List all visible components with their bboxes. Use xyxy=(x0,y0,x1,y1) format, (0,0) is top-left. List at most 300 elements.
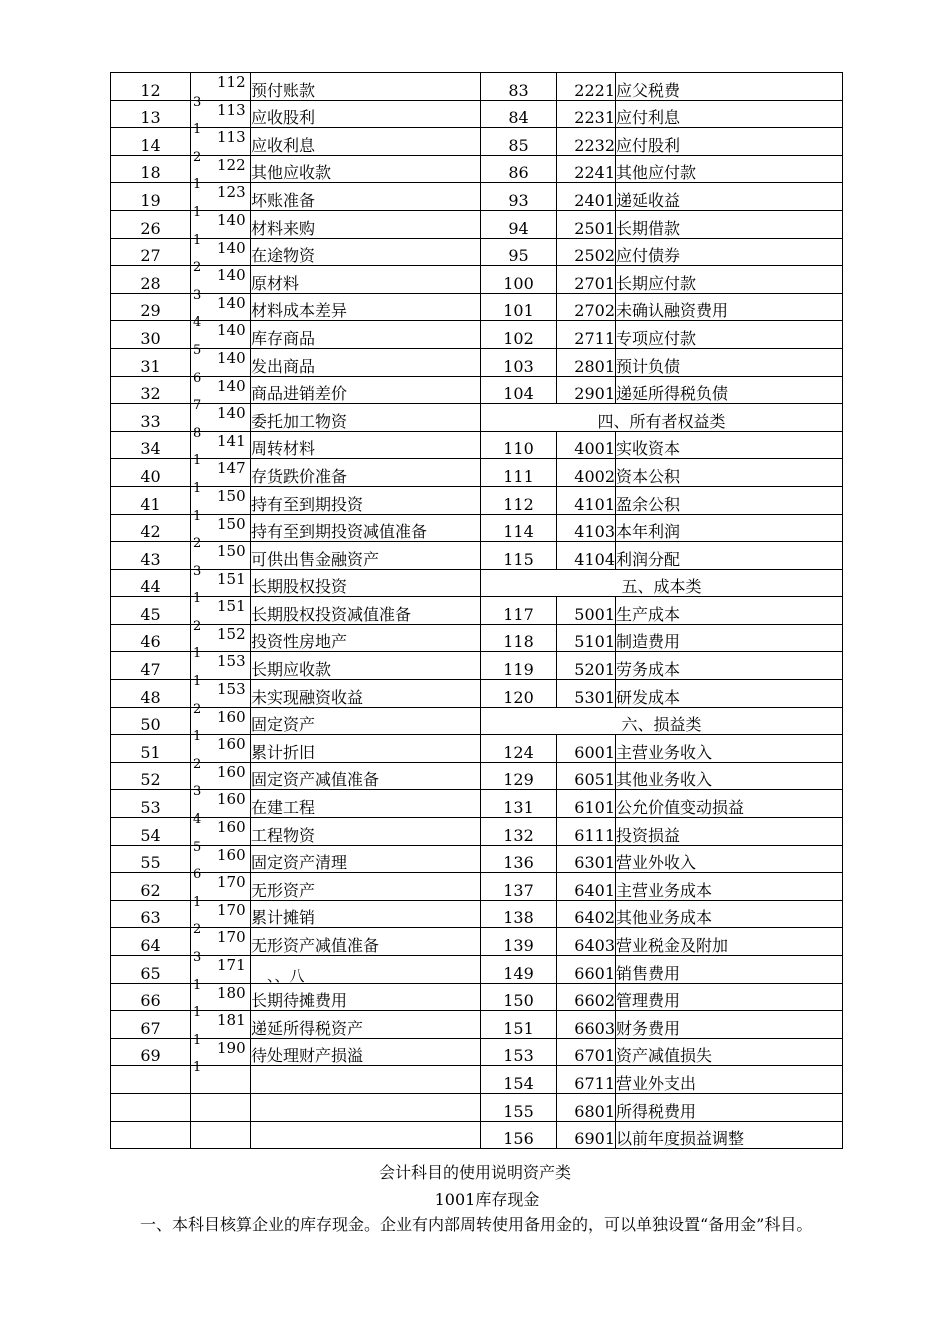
code-suffix: 1 xyxy=(193,894,202,910)
row-seq-cell-right: 153 xyxy=(481,1038,557,1066)
account-name-text: 周转材料 xyxy=(251,439,316,459)
row-seq-cell: 67 xyxy=(111,1011,191,1039)
row-seq-cell-right: 118 xyxy=(481,624,557,652)
row-code-cell-right: 2801 xyxy=(557,348,616,376)
row-account-name xyxy=(251,624,481,652)
row-account-name xyxy=(251,790,481,818)
row-seq-cell-right: 114 xyxy=(481,514,557,542)
code-suffix: 1 xyxy=(193,232,202,248)
code-suffix: 6 xyxy=(193,867,202,883)
row-code-cell-right: 6711 xyxy=(557,1066,616,1094)
row-seq-cell-right: 110 xyxy=(481,431,557,459)
code-suffix: 1 xyxy=(193,591,202,607)
row-account-name-right: 销售费用 xyxy=(616,956,843,984)
account-name-text: 无形资产减值准备 xyxy=(251,936,380,955)
account-name-text: 投资性房地产 xyxy=(251,632,348,652)
code-number: 150 xyxy=(217,542,246,561)
row-code-cell xyxy=(191,1093,251,1121)
code-suffix: 5 xyxy=(193,839,202,855)
row-seq-cell-right: 117 xyxy=(481,597,557,625)
row-account-name xyxy=(251,73,481,101)
row-seq-cell: 19 xyxy=(111,183,191,211)
row-seq-cell-right: 137 xyxy=(481,873,557,901)
row-code-cell xyxy=(191,486,251,524)
row-code-cell-right: 6901 xyxy=(557,1121,616,1149)
code-number: 190 xyxy=(217,1038,246,1057)
row-seq-cell-right: 149 xyxy=(481,956,557,984)
row-code-cell xyxy=(191,652,251,690)
row-account-name-right: 应付债券 xyxy=(616,238,843,266)
row-seq-cell-right: 156 xyxy=(481,1121,557,1149)
code-suffix: 4 xyxy=(193,812,202,828)
code-number: 150 xyxy=(217,514,246,533)
table-row xyxy=(111,680,843,708)
row-code-cell xyxy=(191,100,251,138)
row-account-name-right: 应父税费 xyxy=(616,73,843,101)
table-row xyxy=(111,1121,843,1149)
row-code-cell xyxy=(191,1066,251,1094)
row-code-cell-right: 2502 xyxy=(557,238,616,266)
row-seq-cell: 47 xyxy=(111,652,191,680)
account-name-text: 其他应收款 xyxy=(251,163,332,183)
row-account-name-right: 其他业务收入 xyxy=(616,762,843,790)
row-account-name-right: 应付股利 xyxy=(616,128,843,156)
row-code-cell xyxy=(191,210,251,248)
table-row xyxy=(111,597,843,625)
code-suffix: 2 xyxy=(193,536,202,552)
row-seq-cell: 34 xyxy=(111,431,191,459)
row-seq-cell: 53 xyxy=(111,790,191,818)
row-account-name xyxy=(251,597,481,625)
row-code-cell xyxy=(191,735,251,772)
row-account-name xyxy=(251,348,481,376)
row-seq-cell: 12 xyxy=(111,73,191,101)
table-row xyxy=(111,873,843,901)
row-code-cell-right: 6111 xyxy=(557,818,616,846)
code-number: 153 xyxy=(217,652,246,671)
code-suffix: 8 xyxy=(193,425,202,441)
code-suffix: 1 xyxy=(193,508,202,524)
row-code-cell-right: 4103 xyxy=(557,514,616,542)
row-account-name-right: 实收资本 xyxy=(616,431,843,459)
row-seq-cell: 42 xyxy=(111,514,191,542)
table-row xyxy=(111,321,843,349)
row-seq-cell: 63 xyxy=(111,900,191,928)
row-seq-cell-right: 136 xyxy=(481,845,557,873)
row-seq-cell: 55 xyxy=(111,845,191,873)
row-account-name xyxy=(251,762,481,790)
row-seq-cell-right: 112 xyxy=(481,486,557,514)
row-seq-cell-right: 138 xyxy=(481,900,557,928)
code-number: 153 xyxy=(217,680,246,699)
row-account-name-right: 投资损益 xyxy=(616,818,843,846)
accounts-table-body xyxy=(111,73,843,1149)
row-account-name-right: 长期借款 xyxy=(616,210,843,238)
code-number: 141 xyxy=(217,431,246,450)
row-seq-cell: 30 xyxy=(111,321,191,349)
row-account-name xyxy=(251,818,481,846)
row-account-name xyxy=(251,376,481,404)
code-number: 112 xyxy=(217,73,246,91)
row-seq-cell-right: 124 xyxy=(481,735,557,763)
code-suffix: 5 xyxy=(193,342,202,358)
row-code-cell-right: 2232 xyxy=(557,128,616,156)
row-seq-cell: 33 xyxy=(111,404,191,432)
table-row xyxy=(111,735,843,763)
row-seq-cell xyxy=(111,1066,191,1094)
row-seq-cell: 29 xyxy=(111,293,191,321)
row-code-cell-right: 6001 xyxy=(557,735,616,763)
row-seq-cell-right: 93 xyxy=(481,183,557,211)
row-code-cell-right: 5101 xyxy=(557,624,616,652)
code-suffix: 1 xyxy=(193,453,202,469)
row-code-cell-right: 4101 xyxy=(557,486,616,514)
row-account-name xyxy=(251,1038,481,1066)
code-suffix: 2 xyxy=(193,922,202,938)
code-suffix: 4 xyxy=(193,315,202,331)
account-name-text: 工程物资 xyxy=(251,825,316,845)
row-account-name-right: 资本公积 xyxy=(616,459,843,487)
code-number: 140 xyxy=(217,293,246,312)
row-seq-cell: 65 xyxy=(111,956,191,984)
table-row xyxy=(111,790,843,818)
row-account-name xyxy=(251,983,481,1011)
table-row xyxy=(111,183,843,211)
code-number: 140 xyxy=(217,404,246,423)
table-row xyxy=(111,956,843,984)
row-account-name-right: 研发成本 xyxy=(616,680,843,708)
code-number: 151 xyxy=(217,597,246,616)
row-seq-cell-right: 104 xyxy=(481,376,557,404)
code-number: 140 xyxy=(217,210,246,229)
code-number: 160 xyxy=(217,762,246,781)
code-suffix: 2 xyxy=(193,756,202,772)
table-row xyxy=(111,376,843,404)
row-account-name xyxy=(251,735,481,763)
code-suffix: 1 xyxy=(193,674,202,690)
row-seq-cell-right: 139 xyxy=(481,928,557,956)
section-header: 五、成本类 xyxy=(481,569,843,597)
account-name-text: 坏账准备 xyxy=(251,190,316,210)
code-number: 140 xyxy=(217,376,246,395)
row-seq-cell xyxy=(111,1093,191,1121)
row-code-cell-right: 2501 xyxy=(557,210,616,238)
row-seq-cell-right: 120 xyxy=(481,680,557,708)
code-number: 150 xyxy=(217,486,246,505)
table-row xyxy=(111,983,843,1011)
row-account-name xyxy=(251,321,481,349)
row-account-name-right: 公允价值变动损益 xyxy=(616,790,843,818)
table-row xyxy=(111,1011,843,1039)
table-row xyxy=(111,542,843,570)
code-suffix: 1 xyxy=(193,1005,202,1021)
code-number: 122 xyxy=(217,155,246,174)
code-number: 140 xyxy=(217,238,246,257)
row-code-cell-right: 4002 xyxy=(557,459,616,487)
row-account-name-right: 管理费用 xyxy=(616,983,843,1011)
row-seq-cell: 43 xyxy=(111,542,191,570)
row-code-cell-right: 4001 xyxy=(557,431,616,459)
code-number: 147 xyxy=(217,459,246,478)
row-code-cell xyxy=(191,790,251,828)
table-row xyxy=(111,1093,843,1121)
table-row xyxy=(111,762,843,790)
account-name-text: 发出商品 xyxy=(251,356,316,376)
row-account-name xyxy=(251,486,481,514)
row-code-cell xyxy=(191,1121,251,1149)
account-name-text: 累计折旧 xyxy=(251,742,316,762)
row-account-name xyxy=(251,404,481,432)
row-seq-cell-right: 100 xyxy=(481,266,557,294)
row-seq-cell-right: 132 xyxy=(481,818,557,846)
row-account-name-right: 生产成本 xyxy=(616,597,843,625)
row-account-name xyxy=(251,542,481,570)
row-code-cell-right: 5301 xyxy=(557,680,616,708)
row-seq-cell-right: 86 xyxy=(481,155,557,183)
code-suffix: 1 xyxy=(193,977,202,993)
account-name-text: 长期股权投资 xyxy=(251,577,348,597)
table-row xyxy=(111,73,843,101)
row-account-name-right: 其他应付款 xyxy=(616,155,843,183)
row-code-cell-right: 5201 xyxy=(557,652,616,680)
code-suffix: 1 xyxy=(193,177,202,193)
table-row xyxy=(111,155,843,183)
code-suffix: 1 xyxy=(193,204,202,220)
row-code-cell-right: 2241 xyxy=(557,155,616,183)
row-code-cell-right: 6051 xyxy=(557,762,616,790)
table-row xyxy=(111,624,843,652)
row-seq-cell: 52 xyxy=(111,762,191,790)
account-name-text: 、、八 xyxy=(267,966,305,985)
code-number: 160 xyxy=(217,818,246,837)
code-suffix: 1 xyxy=(193,1060,202,1076)
row-account-name-right: 本年利润 xyxy=(616,514,843,542)
row-code-cell xyxy=(191,818,251,855)
section-caption: 会计科目的使用说明资产类 xyxy=(378,1163,571,1182)
row-seq-cell-right: 150 xyxy=(481,983,557,1011)
row-account-name xyxy=(251,431,481,459)
account-name-text: 累计摊销 xyxy=(251,908,316,928)
row-account-name-right: 长期应付款 xyxy=(616,266,843,294)
account-name-text: 在途物资 xyxy=(251,246,316,266)
row-seq-cell: 66 xyxy=(111,983,191,1011)
row-code-cell-right: 2221 xyxy=(557,73,616,101)
row-seq-cell: 51 xyxy=(111,735,191,763)
code-number: 140 xyxy=(217,348,246,367)
account-name-text: 委托加工物资 xyxy=(251,411,348,431)
row-seq-cell: 64 xyxy=(111,928,191,956)
code-number: 171 xyxy=(217,956,246,974)
row-seq-cell: 45 xyxy=(111,597,191,625)
row-code-cell-right: 6402 xyxy=(557,900,616,928)
row-code-cell-right: 6401 xyxy=(557,873,616,901)
account-name-text: 持有至到期投资减值准备 xyxy=(251,522,428,542)
row-account-name xyxy=(251,1093,481,1121)
code-number: 160 xyxy=(217,845,246,864)
row-account-name xyxy=(251,928,481,956)
row-code-cell-right: 6101 xyxy=(557,790,616,818)
row-account-name xyxy=(251,680,481,708)
code-suffix: 2 xyxy=(193,701,202,717)
row-seq-cell-right: 115 xyxy=(481,542,557,570)
row-code-cell-right: 4104 xyxy=(557,542,616,570)
code-number: 160 xyxy=(217,790,246,809)
code-number: 160 xyxy=(217,707,246,726)
account-name-text: 固定资产减值准备 xyxy=(251,770,380,790)
code-number: 151 xyxy=(217,569,246,588)
table-row xyxy=(111,266,843,294)
row-code-cell xyxy=(191,762,251,800)
account-name-text: 存货跌价准备 xyxy=(251,466,348,486)
row-account-name xyxy=(251,900,481,928)
account-name-text: 可供出售金融资产 xyxy=(251,549,380,569)
row-seq-cell: 40 xyxy=(111,459,191,487)
row-account-name xyxy=(251,1121,481,1149)
row-account-name-right: 预计负债 xyxy=(616,348,843,376)
table-row xyxy=(111,404,843,432)
row-seq-cell: 14 xyxy=(111,128,191,156)
account-name-text: 库存商品 xyxy=(251,328,316,348)
row-account-name-right: 递延收益 xyxy=(616,183,843,211)
accounts-table xyxy=(110,72,843,1149)
table-row xyxy=(111,210,843,238)
row-account-name xyxy=(251,266,481,294)
account-name-text: 固定资产清理 xyxy=(251,853,348,873)
table-row xyxy=(111,928,843,956)
row-code-cell xyxy=(191,293,251,331)
table-row xyxy=(111,707,843,735)
row-seq-cell: 28 xyxy=(111,266,191,294)
row-code-cell-right: 2701 xyxy=(557,266,616,294)
row-seq-cell: 50 xyxy=(111,707,191,735)
row-code-cell xyxy=(191,376,251,414)
row-code-cell-right: 6603 xyxy=(557,1011,616,1039)
account-name-text: 固定资产 xyxy=(251,715,316,735)
row-account-name-right: 应付利息 xyxy=(616,100,843,128)
table-row xyxy=(111,1066,843,1094)
row-account-name xyxy=(251,1066,481,1094)
row-code-cell xyxy=(191,238,251,276)
row-code-cell-right: 6403 xyxy=(557,928,616,956)
row-account-name-right: 专项应付款 xyxy=(616,321,843,349)
table-row xyxy=(111,100,843,128)
account-name-text: 材料来购 xyxy=(251,218,316,238)
row-account-name-right: 主营业务成本 xyxy=(616,873,843,901)
account-name-text: 应收利息 xyxy=(251,135,316,155)
row-code-cell-right: 2901 xyxy=(557,376,616,404)
row-account-name-right: 营业税金及附加 xyxy=(616,928,843,956)
code-number: 160 xyxy=(217,735,246,754)
row-seq-cell-right: 103 xyxy=(481,348,557,376)
row-account-name xyxy=(251,652,481,680)
row-seq-cell: 62 xyxy=(111,873,191,901)
row-account-name xyxy=(251,238,481,266)
row-code-cell xyxy=(191,873,251,910)
code-number: 140 xyxy=(217,266,246,285)
row-account-name-right: 其他业务成本 xyxy=(616,900,843,928)
table-row xyxy=(111,845,843,873)
row-seq-cell: 32 xyxy=(111,376,191,404)
row-account-name-right: 未确认融资费用 xyxy=(616,293,843,321)
code-number: 140 xyxy=(217,321,246,340)
row-seq-cell-right: 155 xyxy=(481,1093,557,1121)
description-paragraph: 一、本科目核算企业的库存现金。企业有内部周转使用备用金的，可以单独设置“备用金”科目。 xyxy=(140,1215,813,1234)
row-seq-cell-right: 119 xyxy=(481,652,557,680)
table-row xyxy=(111,348,843,376)
account-name-text: 无形资产 xyxy=(251,880,316,900)
row-account-name-right: 盈余公积 xyxy=(616,486,843,514)
row-seq-cell-right: 94 xyxy=(481,210,557,238)
code-suffix: 2 xyxy=(193,260,202,276)
account-name-text: 长期待摊费用 xyxy=(251,991,348,1011)
row-code-cell-right: 2702 xyxy=(557,293,616,321)
row-seq-cell: 41 xyxy=(111,486,191,514)
code-suffix: 1 xyxy=(193,646,202,662)
table-row xyxy=(111,1038,843,1066)
row-code-cell-right: 6601 xyxy=(557,956,616,984)
row-account-name xyxy=(251,707,481,735)
table-row xyxy=(111,459,843,487)
row-code-cell xyxy=(191,1038,251,1076)
row-code-cell-right: 6801 xyxy=(557,1093,616,1121)
row-account-name-right: 营业外收入 xyxy=(616,845,843,873)
code-suffix: 7 xyxy=(193,398,202,414)
row-account-name xyxy=(251,183,481,211)
row-seq-cell: 26 xyxy=(111,210,191,238)
code-suffix: 1 xyxy=(193,122,202,138)
row-seq-cell-right: 84 xyxy=(481,100,557,128)
row-code-cell-right: 2231 xyxy=(557,100,616,128)
row-seq-cell: 13 xyxy=(111,100,191,128)
row-seq-cell-right: 101 xyxy=(481,293,557,321)
account-name-text: 预付账款 xyxy=(251,80,316,100)
row-seq-cell: 69 xyxy=(111,1038,191,1066)
row-seq-cell: 44 xyxy=(111,569,191,597)
code-number: 180 xyxy=(217,983,246,1002)
code-number: 152 xyxy=(217,624,246,643)
row-account-name xyxy=(251,845,481,873)
account-name-text: 长期应收款 xyxy=(251,660,332,680)
code-suffix: 3 xyxy=(193,287,202,303)
table-row xyxy=(111,431,843,459)
row-code-cell xyxy=(191,266,251,303)
row-account-name-right: 财务费用 xyxy=(616,1011,843,1039)
row-code-cell xyxy=(191,514,251,552)
code-suffix: 3 xyxy=(193,563,202,579)
table-row xyxy=(111,514,843,542)
row-seq-cell-right: 151 xyxy=(481,1011,557,1039)
code-number: 170 xyxy=(217,900,246,919)
table-row xyxy=(111,900,843,928)
row-seq-cell: 18 xyxy=(111,155,191,183)
row-code-cell-right: 2401 xyxy=(557,183,616,211)
code-suffix: 3 xyxy=(193,94,202,110)
table-row xyxy=(111,238,843,266)
row-seq-cell-right: 83 xyxy=(481,73,557,101)
row-seq-cell-right: 129 xyxy=(481,762,557,790)
account-name-text: 原材料 xyxy=(251,273,300,293)
row-account-name xyxy=(251,293,481,321)
table-row xyxy=(111,293,843,321)
row-account-name-right: 制造费用 xyxy=(616,624,843,652)
code-number: 181 xyxy=(217,1011,246,1030)
table-row xyxy=(111,128,843,156)
row-code-cell xyxy=(191,569,251,607)
row-code-cell-right: 6301 xyxy=(557,845,616,873)
row-account-name xyxy=(251,569,481,597)
row-seq-cell: 31 xyxy=(111,348,191,376)
row-code-cell-right: 6602 xyxy=(557,983,616,1011)
